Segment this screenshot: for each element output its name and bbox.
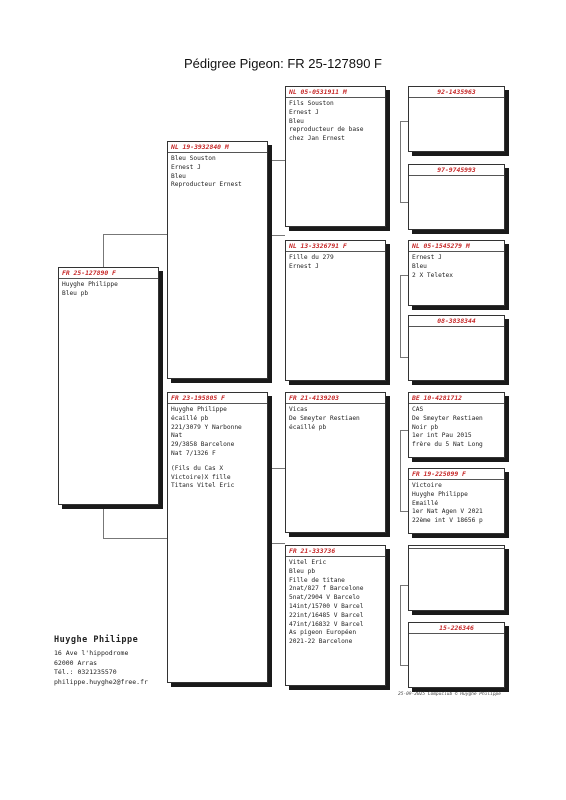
- detail-line: Ernest J: [289, 108, 319, 116]
- detail-line: Victoire)X fille: [171, 473, 231, 481]
- detail-line: Vicas: [289, 406, 308, 413]
- detail-line: Nat 7/1326 F: [171, 449, 216, 457]
- detail-line: Bleu pb: [62, 289, 89, 297]
- detail-line: Huyghe Philippe: [412, 490, 468, 498]
- detail-line: Emaillé: [412, 499, 439, 507]
- detail-line: 22int/16485 V Barcel: [289, 611, 364, 619]
- detail-line: frère du 5 Nat Long: [412, 441, 483, 449]
- ring-number: BE 10-4281712: [409, 393, 504, 404]
- connector-line: [103, 505, 104, 539]
- detail-line: 22ème int V 18656 p: [412, 517, 483, 525]
- detail-line: 1er int Pau 2015: [412, 432, 472, 440]
- detail-line: 14int/15700 V Barcel: [289, 602, 364, 610]
- connector-line: [400, 121, 401, 202]
- detail-line: De Smeyter Restiaen: [412, 414, 483, 422]
- owner-info: [54, 634, 148, 688]
- connector-line: [103, 538, 167, 539]
- sire-dam-card: [285, 240, 386, 381]
- pigeon-details: [409, 252, 504, 282]
- dam-card: [167, 392, 268, 683]
- detail-line: Fille de titane: [289, 576, 345, 584]
- detail-line: CAS: [412, 406, 424, 413]
- pigeon-details: [286, 557, 385, 649]
- pigeon-details: [286, 404, 385, 434]
- pigeon-details: [409, 480, 504, 528]
- detail-line: Bleu: [412, 262, 427, 270]
- pigeon-details: [59, 279, 158, 301]
- detail-line: 221/3079 Y Narbonne: [171, 423, 242, 431]
- sire-card: [167, 141, 268, 379]
- ds-sire-card: [408, 392, 505, 458]
- ring-number: FR 23-195805 F: [168, 393, 267, 404]
- sd-dam-card: [408, 315, 505, 381]
- ring-number: 08-3838344: [409, 316, 504, 327]
- pigeon-details: [168, 404, 267, 493]
- pigeon-details: [286, 98, 385, 146]
- detail-line: Ernest J: [412, 254, 442, 261]
- detail-line: (Fils du Cas X: [171, 464, 224, 472]
- page-title: Pédigree Pigeon: FR 25-127890 F: [183, 56, 382, 71]
- detail-line: 2021-22 Barcelone: [289, 638, 353, 646]
- connector-line: [400, 665, 408, 666]
- ring-number: FR 19-225099 F: [409, 469, 504, 480]
- ring-number: FR 21-333736: [286, 546, 385, 557]
- detail-line: 2nat/827 f Barcelone: [289, 585, 364, 593]
- owner-city: 62000 Arras: [54, 658, 98, 667]
- pigeon-details: [286, 252, 385, 274]
- detail-line: 29/3858 Barcelone: [171, 441, 235, 449]
- detail-line: Ernest J: [289, 262, 319, 270]
- detail-line: Reproducteur Ernest: [171, 181, 242, 189]
- owner-address: 16 Ave l'hippodrome: [54, 648, 129, 657]
- detail-line: De Smeyter Restiaen: [289, 414, 360, 422]
- pigeon-details: [409, 176, 504, 180]
- detail-line: Titans Vitel Eric: [171, 482, 235, 490]
- detail-line: Bleu: [171, 172, 186, 180]
- connector-line: [400, 585, 408, 586]
- sire-sire-card: [285, 86, 386, 227]
- ring-number: FR 25-127890 F: [59, 268, 158, 279]
- connector-line: [400, 430, 408, 431]
- detail-line: reproducteur de base: [289, 126, 364, 134]
- connector-line: [103, 234, 104, 267]
- connector-line: [400, 202, 408, 203]
- detail-line: écaillé pb: [171, 414, 209, 422]
- detail-line: Bleu: [289, 117, 304, 125]
- detail-line: 47int/16832 V Barcel: [289, 620, 364, 628]
- connector-line: [400, 511, 408, 512]
- detail-line: 2 X Teletex: [412, 271, 453, 279]
- pigeon-details: [168, 153, 267, 192]
- detail-line: Nat: [171, 432, 183, 440]
- pigeon-details: [409, 549, 504, 553]
- connector-line: [103, 234, 167, 235]
- detail-line: 1er Nat Agen V 2021: [412, 508, 483, 516]
- ring-number: NL 19-3932840 M: [168, 142, 267, 153]
- detail-line: Huyghe Philippe: [62, 281, 118, 288]
- dd-dam-card: [408, 622, 505, 688]
- ss-dam-card: [408, 164, 505, 230]
- dd-sire-card: [408, 545, 505, 611]
- detail-line: écaillé pb: [289, 423, 327, 431]
- owner-email: philippe.huyghe2@free.fr: [54, 678, 148, 686]
- pigeon-details: [409, 404, 504, 452]
- connector-line: [400, 585, 401, 666]
- pigeon-details: [409, 634, 504, 638]
- connector-line: [400, 430, 401, 511]
- footer-credit: 25-09-2025 Compuclub © Huyghe Philippe: [398, 692, 501, 697]
- ring-number: NL 13-3326791 F: [286, 241, 385, 252]
- subject-pigeon-card: [58, 267, 159, 505]
- connector-line: [400, 357, 408, 358]
- sd-sire-card: [408, 240, 505, 306]
- ring-number: NL 05-1545279 M: [409, 241, 504, 252]
- ring-number: 97-9745993: [409, 165, 504, 176]
- connector-line: [400, 121, 408, 122]
- detail-line: Ernest J: [171, 163, 201, 171]
- dam-dam-card: [285, 545, 386, 686]
- detail-line: Victoire: [412, 482, 442, 489]
- detail-line: Vitel Eric: [289, 559, 327, 566]
- detail-line: Huyghe Philippe: [171, 406, 227, 413]
- ring-number: NL 05-0531911 M: [286, 87, 385, 98]
- pigeon-details: [409, 98, 504, 102]
- detail-line: Bleu pb: [289, 567, 316, 575]
- ss-sire-card: [408, 86, 505, 152]
- detail-line: 5nat/2904 V Barcelo: [289, 594, 360, 602]
- ds-dam-card: [408, 468, 505, 534]
- dam-sire-card: [285, 392, 386, 533]
- owner-phone: Tél.: 0321235570: [54, 668, 117, 677]
- pigeon-details: [409, 327, 504, 331]
- connector-line: [400, 275, 401, 358]
- detail-line: Fille du 279: [289, 254, 334, 261]
- ring-number: 92-1435963: [409, 87, 504, 98]
- detail-line: chez Jan Ernest: [289, 135, 345, 143]
- ring-number: FR 21-4139203: [286, 393, 385, 404]
- connector-line: [400, 275, 408, 276]
- detail-line: Fils Souston: [289, 100, 334, 107]
- detail-line: Noir pb: [412, 423, 439, 431]
- detail-line: Bleu Souston: [171, 155, 216, 162]
- owner-name: Huyghe Philippe: [54, 635, 139, 645]
- ring-number: 15-226346: [409, 623, 504, 634]
- detail-line: As pigeon Européen: [289, 629, 357, 637]
